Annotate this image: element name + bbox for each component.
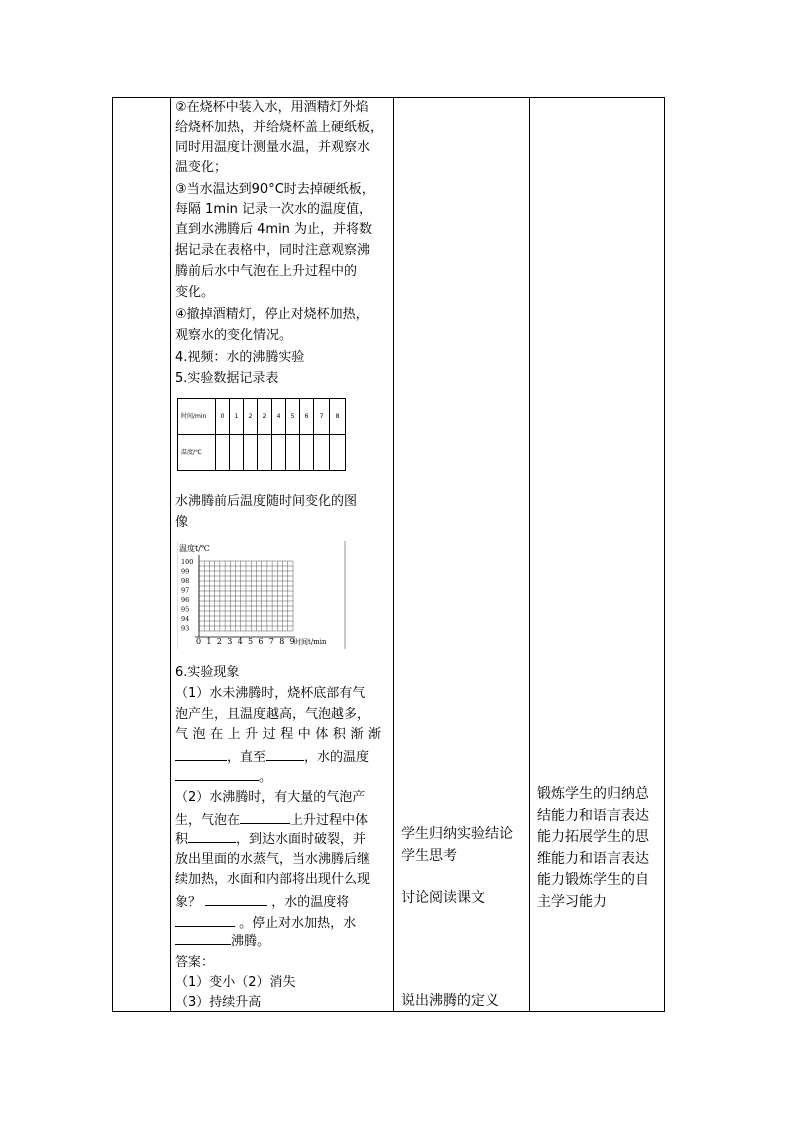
phenomena-line: 象？ ，水的温度将 (175, 891, 349, 913)
design-intent-line: 主学习能力 (537, 894, 607, 910)
y-tick-label: 97 (181, 586, 190, 595)
answer-blank[interactable] (188, 834, 236, 843)
temp-cell (272, 435, 286, 471)
time-cell: 2 (244, 399, 258, 435)
data-record-table (177, 398, 346, 471)
phenomena-line: 泡产生，且温度越高，气泡越多， (175, 707, 371, 722)
temp-cell (330, 435, 346, 471)
temp-cell (286, 435, 300, 471)
y-tick-label: 98 (181, 577, 190, 585)
column-divider (393, 98, 394, 1011)
time-header-cell: 时间/min (178, 399, 216, 435)
step3-line: 腾前后水中气泡在上升过程中的 (175, 264, 358, 279)
graph-grid (181, 555, 295, 646)
x-tick-label: 5 (248, 637, 254, 646)
phenomena-line: 生，气泡在 上升过程中体 (175, 809, 368, 831)
answer-title: 答案： (175, 955, 215, 970)
temperature-time-graph (177, 541, 353, 653)
x-tick-label: 3 (227, 637, 233, 646)
y-tick-label: 99 (181, 567, 190, 576)
table-row (178, 399, 346, 435)
phenomena-line: 。 (175, 766, 272, 788)
phenomena-line: （2）水沸腾时，有大量的气泡产 (175, 790, 366, 805)
x-tick-label: 9 (289, 637, 295, 646)
temp-cell (244, 435, 258, 471)
time-cell: 0 (216, 399, 230, 435)
student-activity-cell (395, 98, 529, 1011)
temp-cell (216, 435, 230, 471)
x-tick-label: 4 (237, 637, 243, 646)
answer-line: （1）变小（2）消失 (175, 975, 296, 990)
x-axis-label: 时间t/min (294, 638, 327, 646)
design-intent-line: 结能力和语言表达 (537, 808, 649, 824)
y-tick-label: 94 (181, 615, 190, 623)
design-intent-line: 能力锻炼学生的自 (537, 872, 649, 888)
y-tick-label: 96 (181, 596, 190, 604)
phenomena-line: 沸腾。 (175, 932, 270, 952)
y-tick-label: 95 (181, 605, 190, 614)
design-intent-cell (531, 98, 664, 1011)
design-intent-line: 维能力和语言表达 (537, 851, 649, 867)
design-intent-line: 能力拓展学生的思 (537, 829, 649, 845)
time-cell: 8 (330, 399, 346, 435)
step3-line: 变化。 (175, 285, 215, 300)
answer-blank[interactable] (175, 936, 231, 945)
step2-line: 温变化； (175, 160, 228, 175)
answer-blank[interactable] (205, 891, 267, 906)
y-tick-label: 93 (181, 624, 190, 633)
phenomena-line: （1）水未沸腾时，烧杯底部有气 (175, 686, 366, 701)
time-cell: 7 (314, 399, 330, 435)
table-row (178, 435, 346, 471)
time-cell: 1 (230, 399, 244, 435)
answer-line: （3）持续升高 (175, 995, 262, 1010)
phenomena-title: 6.实验现象 (175, 665, 240, 680)
graph-caption-line: 像 (175, 515, 189, 530)
data-table-title: 5.实验数据记录表 (175, 371, 279, 386)
y-axis-label: 温度t/℃ (179, 544, 210, 553)
time-cell: 2 (258, 399, 272, 435)
y-tick-label: 100 (181, 558, 194, 566)
step3-line: 直到水沸腾后 4min 为止，并将数 (175, 222, 373, 237)
temp-cell (258, 435, 272, 471)
lesson-table (112, 97, 665, 1012)
student-activity-line: 说出沸腾的定义 (401, 993, 499, 1009)
step3-line: 据记录在表格中，同时注意观察沸 (175, 243, 371, 258)
answer-blank[interactable] (266, 746, 304, 761)
time-cell: 6 (300, 399, 314, 435)
x-tick-label: 0 (196, 637, 202, 646)
student-activity-line: 学生归纳实验结论 (401, 826, 513, 842)
student-activity-line: 学生思考 (401, 848, 457, 864)
video-item: 4.视频：水的沸腾实验 (175, 350, 305, 365)
x-tick-label: 7 (268, 637, 274, 646)
step3-line: ③当水温达到90°C时去掉硬纸板， (175, 182, 375, 197)
step2-line: 给烧杯加热，并给烧杯盖上硬纸板， (175, 120, 383, 135)
x-tick-label: 6 (258, 637, 264, 646)
x-tick-label: 2 (216, 637, 222, 646)
time-cell: 5 (286, 399, 300, 435)
step2-line: ②在烧杯中装入水，用酒精灯外焰 (175, 100, 369, 115)
step4-line: ④撤掉酒精灯，停止对烧杯加热， (175, 307, 369, 322)
phenomena-line: 气泡在上升过程中体积渐渐 (175, 727, 381, 742)
answer-blank[interactable] (240, 809, 290, 824)
graph-caption-line: 水沸腾前后温度随时间变化的图 (175, 494, 358, 509)
phenomena-line: 。停止对水加热，水 (175, 912, 356, 934)
student-activity-line: 讨论阅读课文 (401, 890, 485, 906)
step2-line: 同时用温度计测量水温，并观察水 (175, 140, 371, 155)
x-tick-label: 8 (279, 637, 285, 646)
answer-blank[interactable] (175, 912, 235, 927)
temp-cell (230, 435, 244, 471)
step3-line: 每隔 1min 记录一次水的温度值， (175, 202, 373, 217)
time-cell: 4 (272, 399, 286, 435)
phenomena-line: ，直至 ，水的温度 (175, 746, 369, 768)
phenomena-line: 积 ，到达水面时破裂，并 (175, 832, 367, 847)
column-divider (529, 98, 530, 1011)
temp-cell (300, 435, 314, 471)
answer-blank[interactable] (175, 746, 227, 761)
temp-header-cell: 温度/℃ (178, 435, 216, 471)
x-tick-label: 1 (206, 637, 212, 646)
phenomena-line: 续加热，水面和内部将出现什么现 (175, 872, 371, 887)
temp-cell (314, 435, 330, 471)
answer-blank[interactable] (175, 766, 259, 781)
step4-line: 观察水的变化情况。 (175, 328, 293, 343)
teaching-content-cell (171, 98, 383, 1011)
phenomena-line: 放出里面的水蒸气，当水沸腾后继 (175, 852, 371, 867)
design-intent-line: 锻炼学生的归纳总 (537, 786, 649, 802)
